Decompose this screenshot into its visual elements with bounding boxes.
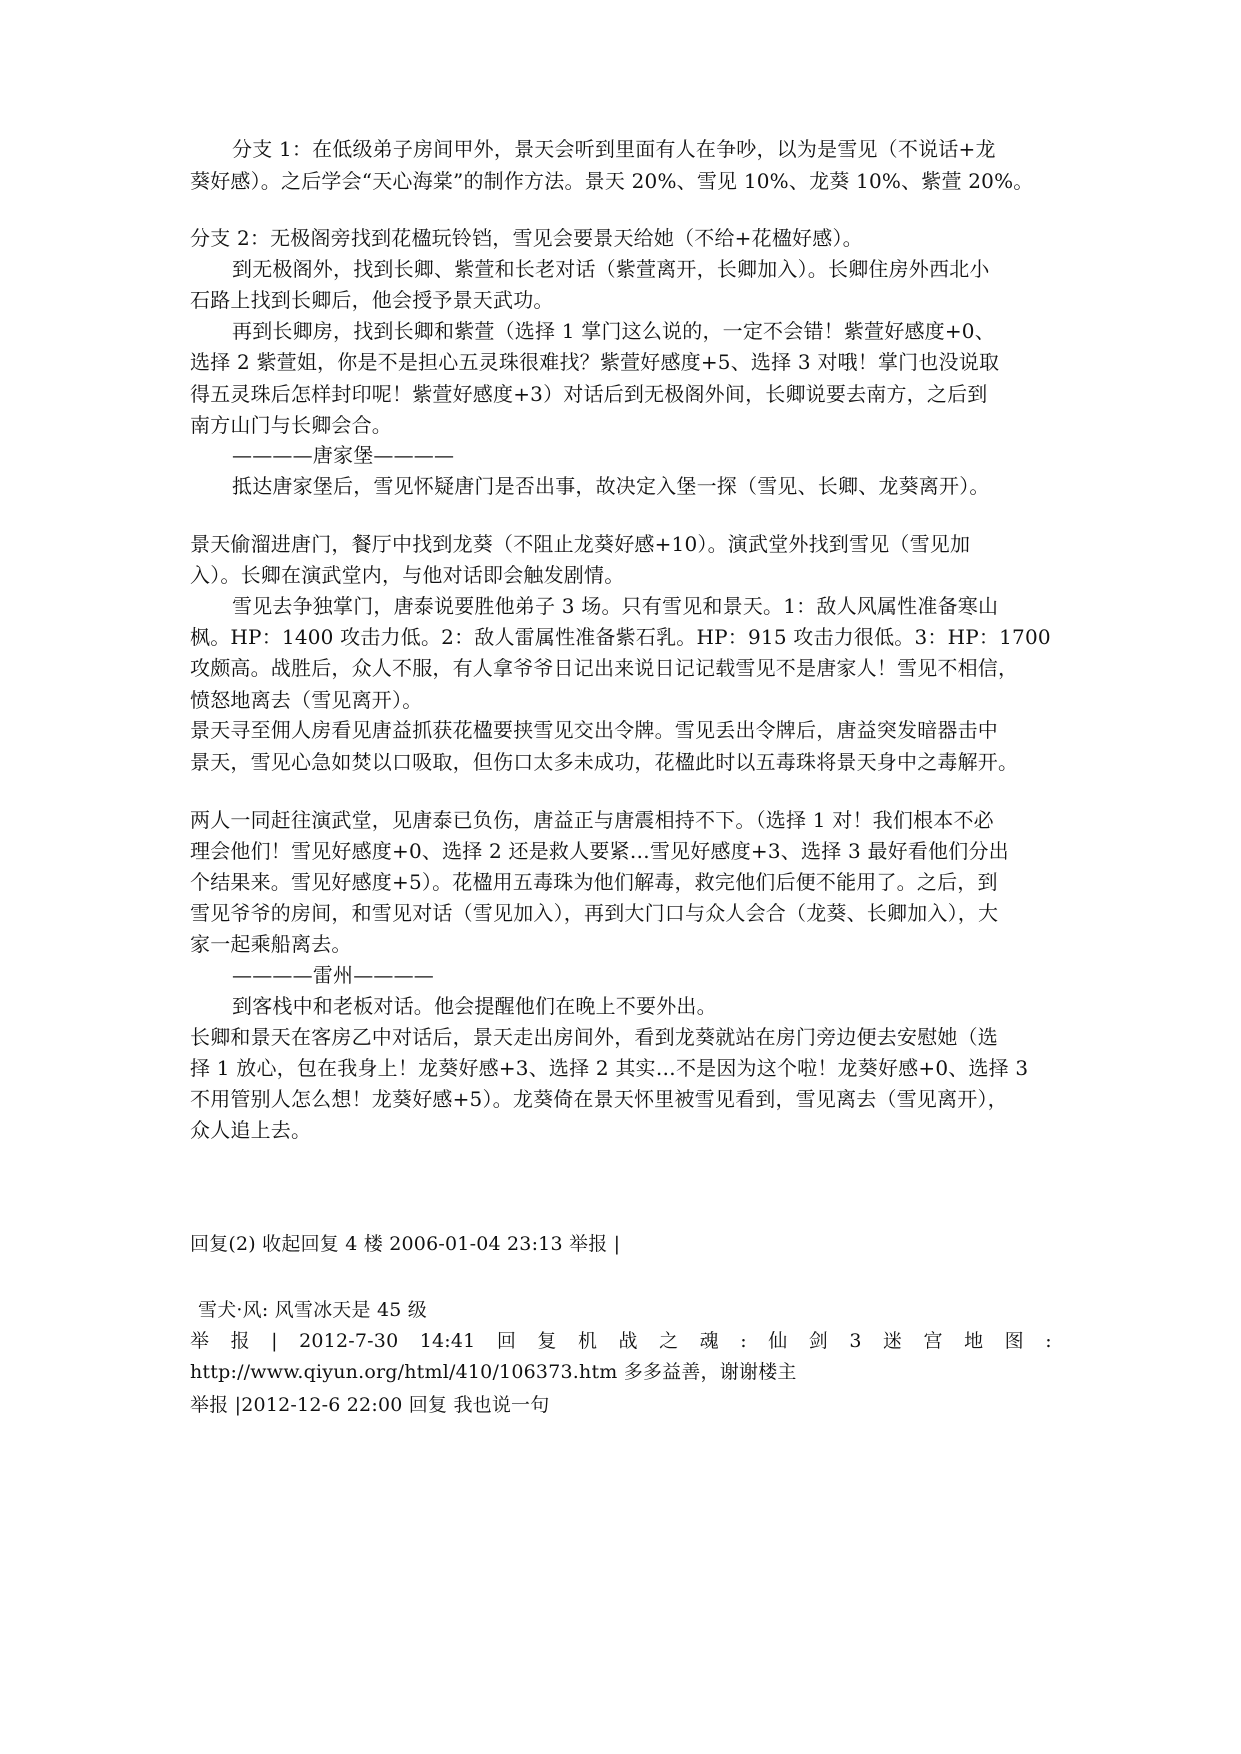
comment-text-char: : [740, 1330, 747, 1352]
comment-text-char: 仙 [768, 1330, 788, 1352]
text-line: 景天寻至佣人房看见唐益抓获花楹要挟雪见交出令牌。雪见丢出令牌后，唐益突发暗器击中 [190, 718, 998, 742]
text-line: 愤怒地离去（雪见离开）。 [190, 688, 423, 712]
text-line: 景天，雪见心急如焚以口吸取，但伤口太多未成功，花楹此时以五毒珠将景天身中之毒解开。 [190, 750, 1019, 774]
comment-text-char: 机 [577, 1330, 598, 1352]
report-link[interactable]: 举报 [190, 1394, 229, 1416]
comment-text-char: 地 [964, 1330, 984, 1352]
reply-link[interactable]: 回复 [408, 1394, 448, 1416]
text-line: 理会他们！雪见好感度+0、选择 2 还是救人要紧…雪见好感度+3、选择 3 最好看他们分出 [190, 839, 1009, 863]
comment-author[interactable]: 雪犬·风: [198, 1299, 269, 1321]
text-line: 葵好感）。之后学会“天心海棠”的制作方法。景天 20%、雪见 10%、龙葵 10%、紫萱 20%。 [190, 169, 1034, 193]
text-line: 入）。长卿在演武堂内，与他对话即会触发剧情。 [190, 563, 625, 587]
comment-text: http://www.qiyun.org/html/410/106373.htm 多多益善，谢谢楼主 [190, 1361, 797, 1383]
comment-text-char: 图 [1004, 1330, 1024, 1352]
text-line: 得五灵珠后怎样封印呢！紫萱好感度+3）对话后到无极阁外间，长卿说要去南方，之后到 [190, 382, 988, 406]
comment-text-char: 剑 [808, 1330, 828, 1352]
add-comment-link[interactable]: 我也说一句 [453, 1394, 550, 1416]
report-char[interactable]: 报 [230, 1330, 250, 1352]
reply-char[interactable]: 复 [537, 1330, 557, 1352]
comment-text: 风雪冰天是 45 级 [274, 1299, 427, 1321]
text-line: 长卿和景天在客房乙中对话后，景天走出房间外，看到龙葵就站在房门旁边便去安慰她（选 [190, 1025, 998, 1049]
comment-text-char: 之 [659, 1330, 679, 1352]
text-line: 雪见爷爷的房间，和雪见对话（雪见加入），再到大门口与众人会合（龙葵、长卿加入），大 [190, 901, 999, 925]
comment-item [190, 1294, 1060, 1326]
comment-text-char: : [1045, 1330, 1052, 1352]
text-line: 抵达唐家堡后，雪见怀疑唐门是否出事，故决定入堡一探（雪见、长卿、龙葵离开）。 [232, 474, 990, 498]
text-line: 家一起乘船离去。 [190, 932, 352, 956]
section-heading: ————唐家堡———— [232, 443, 455, 467]
section-heading: ————雷州———— [232, 963, 434, 987]
comment-actions [190, 1325, 1052, 1357]
text-line: 个结果来。雪见好感度+5）。花楹用五毒珠为他们解毒，救完他们后便不能用了。之后，到 [190, 870, 998, 894]
post-timestamp: 2006-01-04 23:13 [389, 1233, 563, 1255]
floor-number: 4 楼 [345, 1233, 383, 1255]
text-line: 石路上找到长卿后，他会授予景天武功。 [190, 288, 554, 312]
comment-time: 2012-12-6 22:00 [241, 1394, 403, 1416]
comment-text-char: 战 [618, 1330, 638, 1352]
text-line: 景天偷溜进唐门，餐厅中找到龙葵（不阻止龙葵好感+10）。演武堂外找到雪见（雪见加 [190, 532, 971, 556]
separator: | [271, 1330, 278, 1352]
report-link[interactable]: 举报 [569, 1233, 608, 1255]
comment-text-char: 魂 [699, 1330, 719, 1352]
comment-text-char: 宫 [923, 1330, 943, 1352]
report-char[interactable]: 举 [190, 1330, 210, 1352]
post-meta-bar [190, 1228, 1052, 1260]
text-line: 雪见去争独掌门，唐泰说要胜他弟子 3 场。只有雪见和景天。1：敌人风属性准备寒山 [232, 594, 999, 618]
text-line: 枫。HP：1400 攻击力低。2：敌人雷属性准备紫石乳。HP：915 攻击力很低。3：HP：1700 [190, 625, 1051, 649]
text-line: 分支 1：在低级弟子房间甲外，景天会听到里面有人在争吵，以为是雪见（不说话+龙 [232, 137, 996, 161]
separator: | [234, 1394, 242, 1416]
text-line: 攻颇高。战胜后，众人不服，有人拿爷爷日记出来说日记记载雪见不是唐家人！雪见不相信， [190, 656, 1019, 680]
comment-date: 2012-7-30 [299, 1330, 399, 1352]
comment-time: 14:41 [419, 1330, 476, 1352]
text-line: 到无极阁外，找到长卿、紫萱和长老对话（紫萱离开，长卿加入）。长卿住房外西北小 [232, 257, 990, 281]
text-line: 再到长卿房，找到长卿和紫萱（选择 1 掌门这么说的，一定不会错！紫萱好感度+0、 [232, 319, 995, 343]
collapse-replies-link[interactable]: 收起回复 [262, 1233, 339, 1255]
text-line: 选择 2 紫萱姐，你是不是担心五灵珠很难找？紫萱好感度+5、选择 3 对哦！掌门也没说取 [190, 350, 1000, 374]
comment-actions [190, 1389, 1052, 1421]
comment-text-char: 迷 [882, 1330, 903, 1352]
comment-text-char: 3 [849, 1330, 862, 1352]
text-line: 不用管别人怎么想！龙葵好感+5）。龙葵倚在景天怀里被雪见看到，雪见离去（雪见离开）， [190, 1087, 1008, 1111]
reply-link[interactable]: 回复(2) [190, 1233, 256, 1255]
text-line: 南方山门与长卿会合。 [190, 413, 392, 437]
text-line: 众人追上去。 [190, 1118, 312, 1142]
text-line: 两人一同赶往演武堂，见唐泰已负伤，唐益正与唐震相持不下。（选择 1 对！我们根本不必 [190, 808, 994, 832]
text-line: 到客栈中和老板对话。他会提醒他们在晚上不要外出。 [232, 994, 717, 1018]
reply-char[interactable]: 回 [496, 1330, 517, 1352]
text-line: 择 1 放心，包在我身上！龙葵好感+3、选择 2 其实…不是因为这个啦！龙葵好感+0、选择 3 [190, 1056, 1029, 1080]
separator: | [613, 1233, 621, 1255]
document-page [190, 0, 1052, 1754]
text-line: 分支 2：无极阁旁找到花楹玩铃铛，雪见会要景天给她（不给+花楹好感）。 [190, 226, 863, 250]
